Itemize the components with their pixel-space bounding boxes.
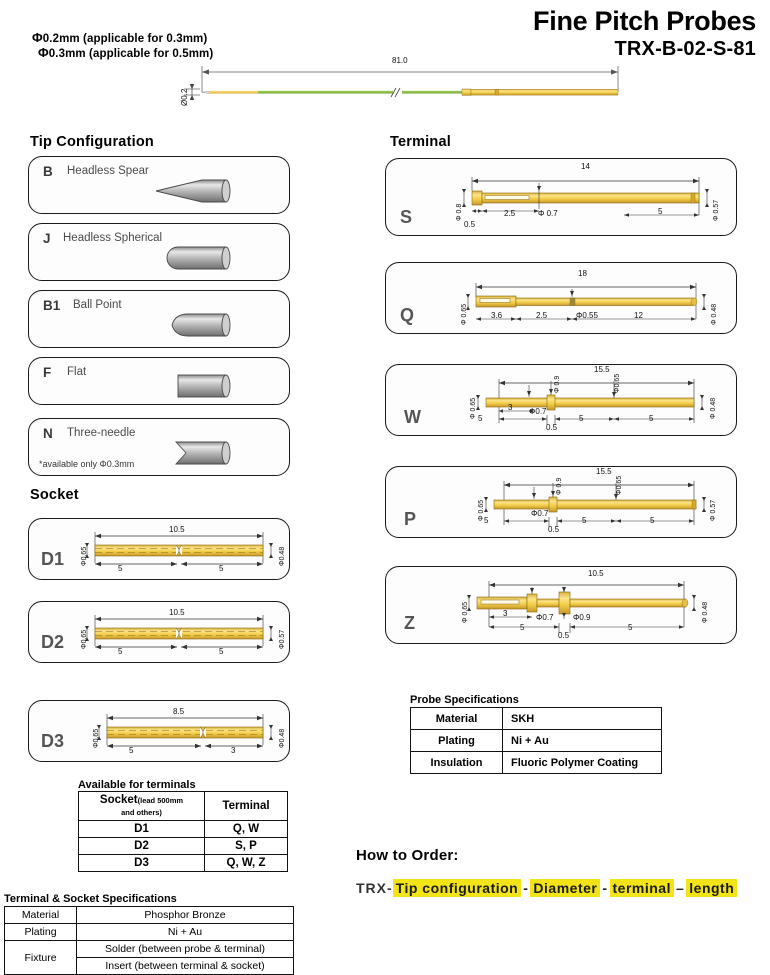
terminal-right-dia-label: Φ 0.48: [710, 397, 717, 419]
terminal-socket-specs-table: [4, 906, 294, 975]
table-row: [411, 730, 662, 752]
terminal-total-label: 14: [581, 162, 590, 171]
terminal-left-dia-label: Φ 0.65: [478, 499, 485, 521]
ts-spec-value: Phosphor Bronze: [77, 907, 294, 924]
part-number: TRX-B-02-S-81: [614, 38, 756, 60]
ts-fixture-value: Solder (between probe & terminal): [77, 941, 294, 958]
terminal-dim-2: Φ0.55: [576, 311, 598, 320]
ts-spec-value: Ni + Au: [77, 924, 294, 941]
tip-code-label: J: [43, 231, 51, 246]
col-header-socket-main: Socket: [99, 794, 138, 806]
ts-fixture-value: Insert (between terminal & socket): [77, 958, 294, 975]
terminal-dim-5: 0.5: [558, 631, 570, 640]
available-terminals-table: [78, 791, 288, 872]
terminal-dim-4: 5: [582, 516, 587, 525]
socket-total-label: 10.5: [169, 608, 185, 617]
avail-terminal-cell: Q, W, Z: [205, 855, 288, 872]
avail-terminal-cell: S, P: [205, 838, 288, 855]
col-header-terminal: Terminal: [205, 792, 288, 821]
col-header-socket-sub-2: and others): [121, 808, 162, 818]
terminal-dim-4: 5: [628, 623, 633, 632]
socket-seg-right-label: 3: [231, 746, 236, 755]
terminal-dim-2: Φ 0.9: [554, 375, 561, 393]
terminal-dim-3: Φ0.65: [614, 373, 621, 393]
col-header-socket-sub-1: (lead 500mm: [137, 796, 184, 805]
terminal-right-dia-label: Φ 0.48: [702, 601, 709, 623]
tip-code-label: N: [43, 426, 53, 441]
socket-seg-left-label: 5: [129, 746, 134, 755]
socket-right-dia-label: Φ0.57: [279, 629, 286, 649]
col-header-socket: [79, 792, 205, 821]
overview-probe-drawing: [170, 58, 770, 116]
ts-spec-key: Plating: [5, 924, 77, 941]
tip-name-label: Three-needle: [67, 427, 136, 439]
tip-name-label: Ball Point: [73, 299, 122, 311]
terminal-total-label: 10.5: [588, 569, 604, 578]
ts-spec-key: Material: [5, 907, 77, 924]
probe-spec-value: SKH: [503, 708, 662, 730]
tip-shape-three-needle-icon: [154, 435, 234, 469]
tip-card-b[interactable]: [28, 156, 290, 214]
order-separator-3: –: [675, 880, 685, 896]
probe-spec-key: Material: [411, 708, 503, 730]
section-heading-socket: Socket: [30, 487, 79, 503]
terminal-left-dia-label: Φ 0.65: [461, 303, 468, 325]
terminal-dim-4: 5: [478, 414, 483, 423]
tip-shape-headless-spear-icon: [154, 173, 234, 207]
terminal-card-w[interactable]: [385, 364, 737, 436]
terminal-dim-5: 5: [579, 414, 584, 423]
terminal-dim-6: 0.5: [548, 525, 560, 534]
order-part-terminal: terminal: [610, 879, 674, 897]
terminal-dim-1: 2.5: [536, 311, 548, 320]
diameter-note-02-text: 0.2mm (applicable for 0.3mm): [42, 33, 208, 45]
diameter-note-02: [32, 30, 207, 45]
tip-code-label: B1: [43, 298, 61, 313]
table-row: [79, 821, 288, 838]
order-separator-1: -: [523, 880, 529, 896]
tip-shape-ball-point-icon: [154, 307, 234, 341]
socket-left-dia-label: Φ0.65: [81, 629, 88, 649]
socket-code-label: D2: [41, 632, 65, 652]
probe-spec-key: Plating: [411, 730, 503, 752]
order-part-tip-configuration: Tip configuration: [393, 879, 522, 897]
terminal-dim-6: 5: [649, 414, 654, 423]
terminal-dim-5: 5: [650, 516, 655, 525]
tip-note-label: *available only Φ0.3mm: [39, 459, 135, 469]
socket-drawing-d2: [73, 610, 283, 660]
probe-spec-key: Insulation: [411, 752, 503, 774]
terminal-card-q[interactable]: [385, 262, 737, 334]
socket-drawing-d3: [85, 709, 285, 759]
tip-code-label: B: [43, 164, 53, 179]
diameter-note-03-text: 0.3mm (applicable for 0.5mm): [48, 48, 214, 60]
page-title: Fine Pitch Probes: [533, 6, 756, 36]
phi-symbol-icon: Φ: [32, 30, 43, 45]
tip-name-label: Headless Spherical: [63, 232, 163, 244]
order-format-line: [356, 880, 737, 896]
terminal-dim-0: 3: [503, 609, 508, 618]
terminal-dim-3: 5: [658, 207, 663, 216]
probe-spec-value: Ni + Au: [503, 730, 662, 752]
terminal-dim-2: Φ 0.7: [538, 209, 558, 218]
tip-shape-flat-icon: [154, 368, 234, 398]
phi-symbol-icon: Φ: [38, 45, 49, 60]
terminal-card-p[interactable]: [385, 466, 737, 538]
table-row: [411, 708, 662, 730]
tip-name-label: Flat: [67, 366, 87, 378]
terminal-code-label: Z: [404, 613, 415, 633]
terminal-card-z[interactable]: [385, 566, 737, 644]
terminal-right-dia-label: Φ 0.48: [711, 303, 718, 325]
terminal-total-label: 15.5: [594, 365, 610, 374]
tip-card-b1[interactable]: [28, 290, 290, 348]
terminal-socket-specs-caption: Terminal & Socket Specifications: [4, 893, 177, 905]
socket-card-d2[interactable]: [28, 601, 290, 663]
terminal-total-label: 18: [578, 269, 587, 278]
avail-terminal-cell: Q, W: [205, 821, 288, 838]
terminal-drawing-p: [444, 473, 729, 537]
terminal-left-dia-label: Φ 0.65: [470, 397, 477, 419]
available-terminals-caption: Available for terminals: [78, 779, 196, 791]
terminal-dim-3: 5: [520, 623, 525, 632]
terminal-dim-7: 0.5: [546, 423, 558, 432]
order-part-length: length: [686, 879, 737, 897]
socket-seg-left-label: 5: [118, 647, 123, 656]
table-row: [79, 838, 288, 855]
order-separator-2: -: [602, 880, 608, 896]
socket-drawing-d1: [73, 527, 283, 577]
terminal-dim-0: 3.6: [491, 311, 503, 320]
tip-code-label: F: [43, 365, 52, 380]
socket-code-label: D1: [41, 549, 65, 569]
probe-spec-value: Fluoric Polymer Coating: [503, 752, 662, 774]
table-header-row: [79, 792, 288, 821]
avail-socket-cell: D1: [79, 821, 205, 838]
terminal-left-dia-label: Φ 0.8: [456, 203, 463, 221]
order-part-diameter: Diameter: [530, 879, 600, 897]
terminal-right-dia-label: Φ 0.57: [713, 199, 720, 221]
avail-socket-cell: D2: [79, 838, 205, 855]
terminal-dim-3: Φ0.65: [616, 475, 623, 495]
order-prefix: TRX-: [356, 880, 393, 896]
tip-shape-headless-spherical-icon: [154, 240, 234, 274]
section-heading-tip-configuration: Tip Configuration: [30, 134, 154, 150]
socket-seg-left-label: 5: [118, 564, 123, 573]
socket-left-dia-label: Φ0.65: [81, 546, 88, 566]
socket-code-label: D3: [41, 731, 65, 751]
terminal-dim-0: 0.5: [464, 220, 476, 229]
terminal-code-label: Q: [400, 305, 415, 325]
socket-right-dia-label: Φ0.48: [279, 546, 286, 566]
table-row: [5, 907, 294, 924]
probe-specs-table: [410, 707, 662, 774]
table-row: [5, 924, 294, 941]
section-heading-how-to-order: How to Order:: [356, 847, 459, 864]
table-row: [411, 752, 662, 774]
terminal-drawing-q: [444, 277, 729, 333]
terminal-dim-2: Φ0.9: [573, 613, 591, 622]
terminal-dim-3: 12: [634, 311, 643, 320]
terminal-dim-0: 3: [508, 403, 513, 412]
socket-right-dia-label: Φ0.48: [279, 728, 286, 748]
terminal-dim-1: Φ0.7: [531, 509, 549, 518]
terminal-drawing-s: [444, 169, 729, 231]
terminal-dim-2: Φ 0.9: [556, 477, 563, 495]
socket-total-label: 10.5: [169, 525, 185, 534]
tip-card-f[interactable]: [28, 357, 290, 405]
socket-left-dia-label: Φ0.65: [93, 728, 100, 748]
overview-length-label: 81.0: [392, 56, 408, 65]
socket-seg-right-label: 5: [219, 647, 224, 656]
terminal-right-dia-label: Φ 0.57: [710, 499, 717, 521]
terminal-code-label: S: [400, 207, 413, 227]
terminal-code-label: W: [404, 407, 421, 427]
terminal-total-label: 15.5: [596, 467, 612, 476]
tip-name-label: Headless Spear: [67, 165, 149, 177]
socket-card-d3[interactable]: [28, 700, 290, 762]
socket-total-label: 8.5: [173, 707, 185, 716]
socket-seg-right-label: 5: [219, 564, 224, 573]
terminal-card-s[interactable]: [385, 158, 737, 236]
tip-card-j[interactable]: [28, 223, 290, 281]
table-row: [79, 855, 288, 872]
tip-card-n[interactable]: [28, 418, 290, 476]
terminal-dim-1: Φ0.7: [529, 407, 547, 416]
terminal-dim-0: 5: [484, 516, 489, 525]
table-row: [5, 941, 294, 958]
terminal-drawing-w: [444, 371, 729, 435]
section-heading-terminal: Terminal: [390, 134, 451, 150]
terminal-left-dia-label: Φ 0.65: [462, 601, 469, 623]
terminal-dim-1: 2.5: [504, 209, 516, 218]
ts-fixture-key: Fixture: [5, 941, 77, 975]
socket-card-d1[interactable]: [28, 518, 290, 580]
terminal-code-label: P: [404, 509, 417, 529]
terminal-drawing-z: [444, 575, 729, 641]
overview-diameter-label: Ø0.2: [180, 88, 189, 106]
terminal-dim-1: Φ0.7: [536, 613, 554, 622]
avail-socket-cell: D3: [79, 855, 205, 872]
probe-specs-caption: Probe Specifications: [410, 694, 519, 706]
